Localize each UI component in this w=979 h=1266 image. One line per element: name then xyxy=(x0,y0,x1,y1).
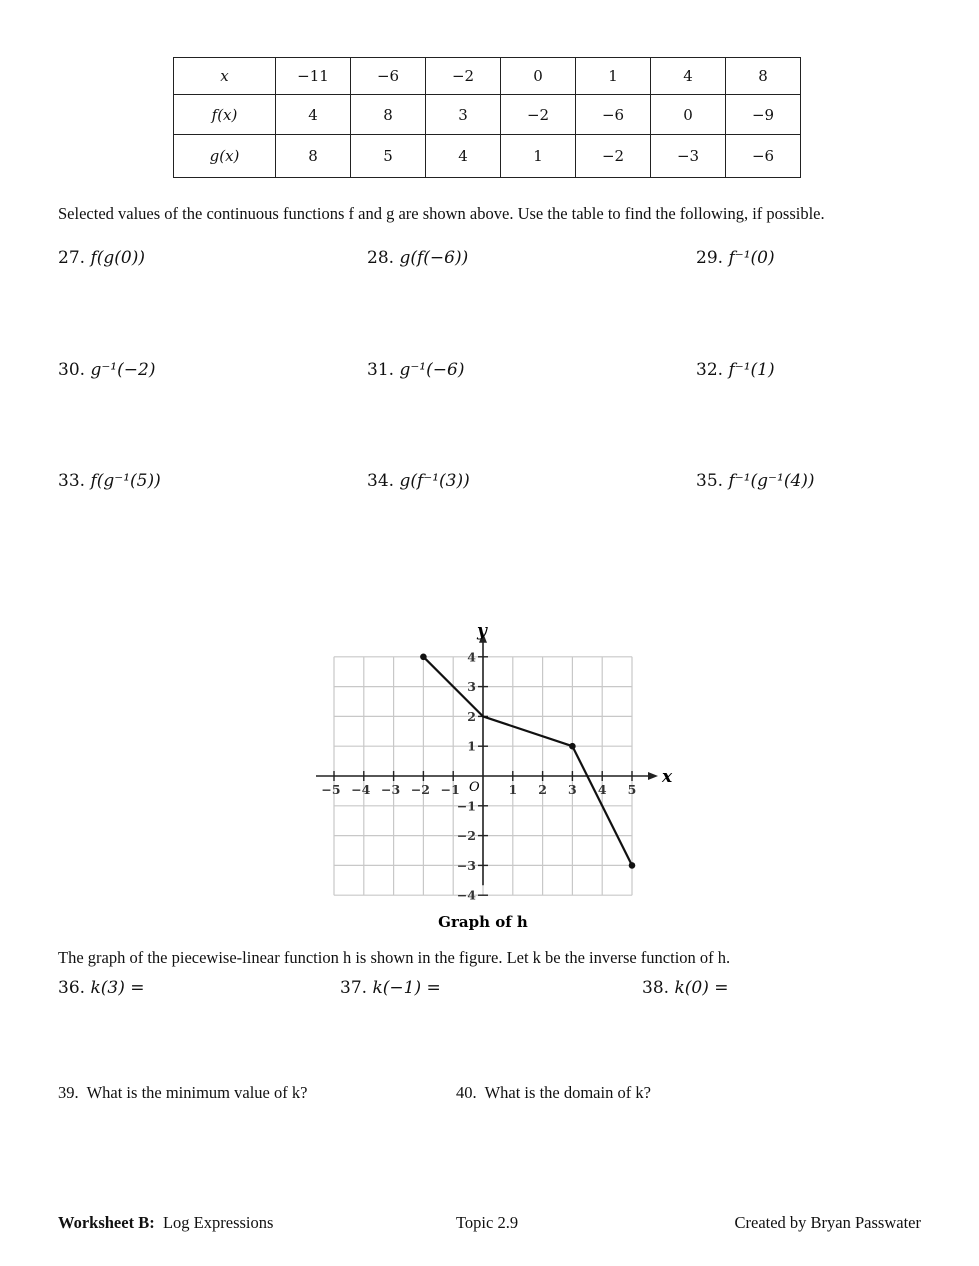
problem-expression: f⁻¹(g⁻¹(4)) xyxy=(728,471,815,491)
problem-38 xyxy=(642,978,728,998)
table-cell: −9 xyxy=(726,95,801,135)
x-tick-label: −3 xyxy=(381,782,401,797)
problem-number: 34. xyxy=(367,471,395,491)
y-tick-label: −2 xyxy=(456,828,476,844)
function-h xyxy=(420,654,635,869)
table-cell: 3 xyxy=(426,95,501,135)
axes xyxy=(316,633,658,895)
table-caption: Selected values of the continuous functions f and g are shown above. Use the table to find the following, if possible. xyxy=(58,204,825,223)
y-axis-label: y xyxy=(477,620,487,641)
y-tick-label: −3 xyxy=(456,857,476,873)
x-tick-label: 2 xyxy=(538,782,547,797)
h-line xyxy=(423,657,632,866)
graph-of-h xyxy=(305,615,675,940)
table-cell: 8 xyxy=(726,58,801,95)
x-tick-label: 4 xyxy=(597,782,607,797)
table-cell: 8 xyxy=(351,95,426,135)
table-cell: −6 xyxy=(351,58,426,95)
x-tick-label: 1 xyxy=(508,782,518,797)
table-cell: 0 xyxy=(501,58,576,95)
x-axis-label: x xyxy=(662,767,673,787)
table-row-label: f(x) xyxy=(174,95,276,135)
graph-caption: The graph of the piecewise-linear function h is shown in the figure. Let k be the inverse function of h. xyxy=(58,948,731,967)
table-cell: 4 xyxy=(651,58,726,95)
footer-credit: Created by Bryan Passwater xyxy=(734,1213,921,1232)
table-cell: −11 xyxy=(276,58,351,95)
problem-expression: g⁻¹(−2) xyxy=(90,360,156,380)
table-cell: −2 xyxy=(426,58,501,95)
problem-37 xyxy=(340,978,441,998)
problem-number: 31. xyxy=(367,360,395,380)
table-cell: 8 xyxy=(276,135,351,178)
table-cell: 4 xyxy=(426,135,501,178)
problem-34 xyxy=(367,471,470,491)
x-tick-label: 5 xyxy=(627,782,637,797)
y-tick-label: 1 xyxy=(467,738,476,754)
table-cell: 1 xyxy=(501,135,576,178)
worksheet-title: Log Expressions xyxy=(162,1213,274,1232)
problem-29 xyxy=(696,248,775,268)
problem-text: What is the domain of k? xyxy=(484,1083,651,1102)
problem-number: 27. xyxy=(58,248,86,268)
problem-32 xyxy=(696,360,775,380)
problem-number: 29. xyxy=(696,248,724,268)
graph-title: Graph of h xyxy=(438,913,528,932)
problem-expression: f(g(0)) xyxy=(90,248,145,268)
x-tick-label: −1 xyxy=(440,782,460,797)
problem-27 xyxy=(58,248,145,268)
problem-expression: k(−1) = xyxy=(372,978,441,998)
problem-35 xyxy=(696,471,815,491)
problem-expression: f⁻¹(1) xyxy=(728,360,775,380)
values-table xyxy=(173,57,801,178)
table-cell: −6 xyxy=(726,135,801,178)
problem-39 xyxy=(58,1083,307,1103)
y-tick-label: −1 xyxy=(456,798,476,814)
problem-number: 40. xyxy=(456,1083,477,1102)
x-tick-label: −5 xyxy=(321,782,341,797)
problem-number: 28. xyxy=(367,248,395,268)
table-cell: −2 xyxy=(576,135,651,178)
h-point xyxy=(569,743,576,750)
problem-expression: g⁻¹(−6) xyxy=(399,360,465,380)
problem-number: 39. xyxy=(58,1083,79,1102)
problem-number: 38. xyxy=(642,978,670,998)
footer-worksheet xyxy=(58,1213,273,1233)
h-point xyxy=(629,862,636,869)
origin-label: O xyxy=(469,780,480,795)
table-cell: −3 xyxy=(651,135,726,178)
y-tick-label: 4 xyxy=(467,649,476,665)
problem-expression: g(f⁻¹(3)) xyxy=(399,471,470,491)
table-cell: −6 xyxy=(576,95,651,135)
y-tick-label: 2 xyxy=(467,708,476,724)
table-header-label: x xyxy=(174,58,276,95)
problem-30 xyxy=(58,360,155,380)
table-header-row xyxy=(174,58,801,95)
h-point xyxy=(420,654,427,661)
problem-36 xyxy=(58,978,144,998)
x-tick-label: −4 xyxy=(351,782,371,797)
problem-number: 32. xyxy=(696,360,724,380)
problem-40 xyxy=(456,1083,651,1103)
worksheet-label: Worksheet B: xyxy=(58,1213,155,1232)
problem-expression: f⁻¹(0) xyxy=(728,248,775,268)
x-tick-label: 3 xyxy=(568,782,577,797)
table-cell: 1 xyxy=(576,58,651,95)
table-cell: 0 xyxy=(651,95,726,135)
problem-number: 30. xyxy=(58,360,86,380)
x-tick-label: −2 xyxy=(410,782,430,797)
problem-expression: k(3) = xyxy=(90,978,145,998)
problem-expression: f(g⁻¹(5)) xyxy=(90,471,161,491)
problem-number: 35. xyxy=(696,471,724,491)
problem-expression: g(f(−6)) xyxy=(399,248,469,268)
table-row-label: g(x) xyxy=(174,135,276,178)
problem-31 xyxy=(367,360,464,380)
problem-33 xyxy=(58,471,161,491)
problem-number: 36. xyxy=(58,978,86,998)
y-tick-label: 3 xyxy=(467,679,476,695)
problem-number: 37. xyxy=(340,978,368,998)
problem-number: 33. xyxy=(58,471,86,491)
footer-topic: Topic 2.9 xyxy=(456,1213,519,1232)
table-cell: 4 xyxy=(276,95,351,135)
problem-text: What is the minimum value of k? xyxy=(86,1083,308,1102)
problem-28 xyxy=(367,248,468,268)
table-cell: 5 xyxy=(351,135,426,178)
table-cell: −2 xyxy=(501,95,576,135)
y-tick-label: −4 xyxy=(456,887,476,903)
x-axis-arrow xyxy=(648,772,658,780)
table-row-g xyxy=(174,135,801,178)
problem-expression: k(0) = xyxy=(674,978,729,998)
table-row-f xyxy=(174,95,801,135)
